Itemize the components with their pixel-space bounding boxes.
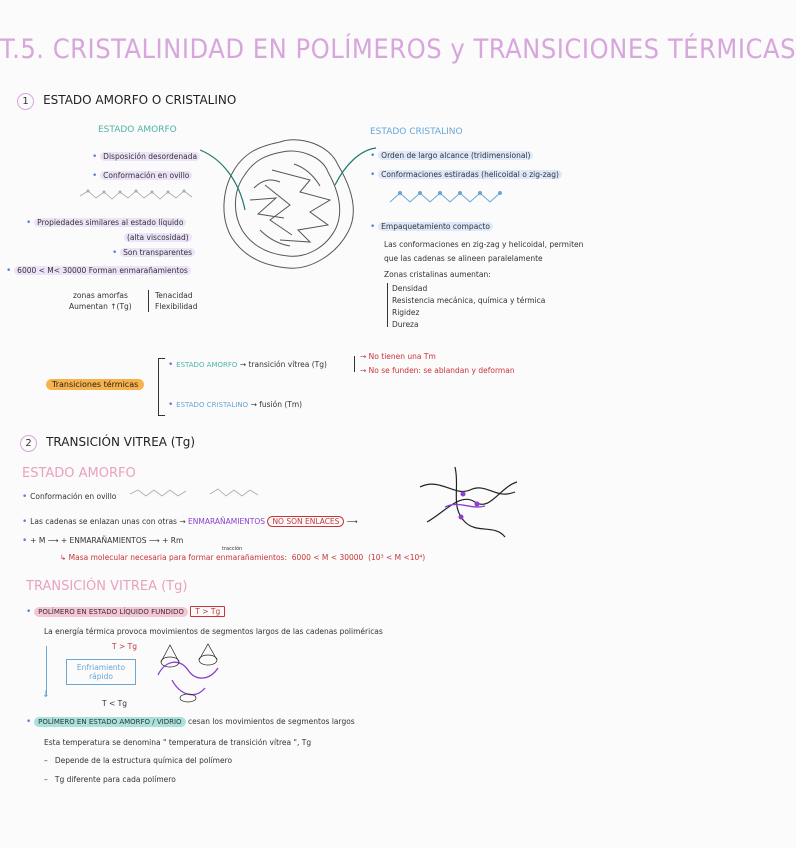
amorfo-item-1: • Conformación en ovillo (22, 492, 117, 502)
subheading-tg: TRANSICIÓN VITREA (Tg) (26, 579, 188, 594)
trans-note-1: → No tienen una Tm (360, 352, 436, 361)
depende-estructura: – Depende de la estructura química del polímero (44, 756, 233, 765)
cristalino-label: ESTADO CRISTALINO (370, 127, 463, 137)
transiciones-label: Transiciones térmicas (46, 380, 144, 389)
temperatura-denomina: Esta temperatura se denomina " temperatura de transición vítrea ", Tg (44, 738, 312, 747)
section-title: TRANSICIÓN VITREA (Tg) (46, 435, 196, 449)
section-2-heading (20, 431, 195, 452)
traccion-label: tracción (222, 546, 243, 552)
prop-densidad: Densidad (392, 284, 428, 293)
amorfo-bullet-5: • 6000 < M< 30000 Forman enmarañamientos (6, 266, 191, 276)
section-title: ESTADO AMORFO O CRISTALINO (43, 93, 237, 107)
section-number: 2 (20, 435, 37, 452)
polimero-vidrio: • POLÍMERO EN ESTADO AMORFO / VIDRIO cesan los movimientos de segmentos largos (26, 717, 355, 727)
arrow-down-icon: ↓ (42, 690, 50, 700)
trans-row-2: • ESTADO CRISTALINO → fusión (Tm) (168, 400, 303, 410)
amorfo-bullet-3: • Propiedades similares al estado líquido (26, 218, 186, 228)
cristalino-bullet-1: • Orden de largo alcance (tridimensional) (370, 151, 533, 161)
zonas-cristalinas: Zonas cristalinas aumentan: (384, 270, 491, 279)
subheading-amorfo: ESTADO AMORFO (22, 466, 136, 481)
prop-resistencia: Resistencia mecánica, química y térmica (392, 296, 546, 305)
chain-motion-icon (150, 640, 230, 710)
cooling-arrow (46, 646, 47, 696)
t-mayor-tg: T > Tg (112, 642, 137, 651)
t-menor-tg: T < Tg (102, 699, 127, 708)
flexibilidad: Flexibilidad (155, 302, 198, 311)
amorfo-bullet-3b: (alta viscosidad) (124, 233, 192, 242)
amorfo-label: ESTADO AMORFO (98, 125, 177, 135)
entanglement-icon (415, 462, 525, 542)
section-number: 1 (17, 93, 34, 110)
chain-icon (130, 484, 270, 504)
trans-row-1: • ESTADO AMORFO → transición vítrea (Tg) (168, 360, 327, 370)
brace (387, 283, 388, 327)
amorfo-item-3: • + M ⟶ + ENMARAÑAMIENTOS ⟶ + Rm (22, 536, 184, 546)
amorfo-bullet-2: • Conformación en ovillo (92, 171, 192, 181)
cristalino-bullet-3a: Las conformaciones en zig-zag y helicoidal, permiten (384, 240, 584, 249)
polimero-fundido: • POLÍMERO EN ESTADO LÍQUIDO FUNDIDO T > Tg (26, 607, 225, 617)
amorfo-item-2: • Las cadenas se enlazan unas con otras → ENMARAÑAMIENTOS NO SON ENLACES ⟶ (22, 517, 358, 527)
tenacidad: Tenacidad (155, 291, 193, 300)
cristalino-bullet-3: • Empaquetamiento compacto (370, 222, 493, 232)
cristalino-bullet-2: • Conformaciones estiradas (helicoidal o zig-zag) (370, 170, 562, 180)
amorfo-bullet-4: • Son transparentes (112, 248, 195, 258)
trans-note-2: → No se funden: se ablandan y deforman (360, 366, 515, 375)
zonas-aumentan: Aumentan ↑(Tg) (69, 302, 132, 311)
page-title: T.5. CRISTALINIDAD EN POLÍMEROS y TRANSICIONES TÉRMICAS (0, 34, 796, 65)
cristalino-bullet-3b: que las cadenas se alineen paralelamente (384, 254, 543, 263)
masa-molecular-line: ↳ Masa molecular necesaria para formar enmarañamientos: 6000 < M < 30000 (10³ < M <10⁴) (60, 553, 426, 562)
prop-dureza: Dureza (392, 320, 419, 329)
enfriamiento-box: Enfriamiento rápido (66, 659, 136, 685)
zigzag-chain-icon (390, 188, 510, 208)
prop-rigidez: Rigidez (392, 308, 420, 317)
amorfo-bullet-1: • Disposición desordenada (92, 152, 200, 162)
energia-termica: La energía térmica provoca movimientos de segmentos largos de las cadenas poliméricas (44, 627, 383, 636)
tg-diferente: – Tg diferente para cada polímero (44, 775, 176, 784)
brace (158, 358, 165, 416)
zonas-amorfas: zonas amorfas (73, 291, 128, 300)
